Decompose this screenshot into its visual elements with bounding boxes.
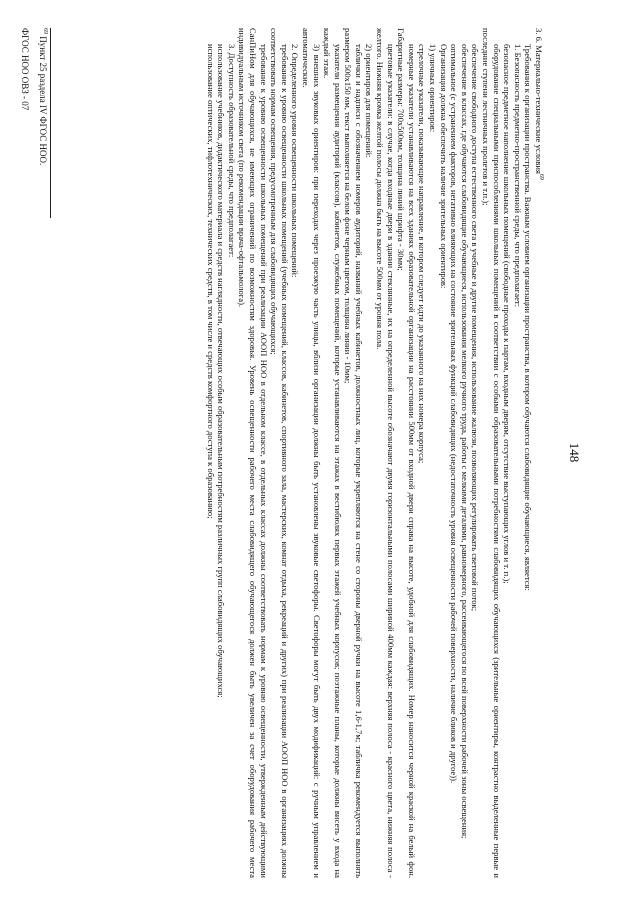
heading-footnote-ref: 69 (537, 173, 544, 180)
paragraph: 1) уличных ориентиров: (428, 44, 439, 133)
footnote-ref: 69 (42, 28, 48, 34)
page-number: 148 (567, 442, 582, 463)
paragraph: таблички и надписи с обозначением номеров аудиторий, названий учебных кабинетов, должностных лиц, которые укрепляются на стене со стороны дверной ручки на высоте 1,6-1,7м; табличка рекомендуется выполнять размером 500х150 мм, текст выполняется на белом фоне черным цветом, толщина линии - 10мм; (343, 28, 364, 878)
paragraph: требование к уровню освещенности школьных помещений при реализации АООП НОО в отдельном классе, в отдельных классах должны соответствовать нормам к уровню освещенности, утвержденным действующими СанПиНом для обучающихся, не имеющих ограничений по возможностям здоровья. Уровень освещенности рабочего места слабовидящего обучающегося должен быть увеличен за счет оборудования рабочего места индивидуальным источником света (по рекомендации врача-офтальмолога). (237, 28, 269, 878)
paragraph: Требования к организации пространства. Важным условием организации пространства, в котором обучаются слабовидящие обучающиеся, является: (523, 44, 534, 591)
document-footer: ФГОС НОО ОВЗ - 07 (20, 28, 30, 111)
paragraph: 2. Определенного уровня освещенности школьных помещений: (290, 44, 301, 278)
footnote-divider (50, 28, 51, 218)
paragraph: использование учебников, дидактического материала и средств наглядности, отвечающих особым образовательным потребностям различных групп слабовидящих обучающихся; (216, 44, 227, 698)
paragraph: безопасное предметное наполнение школьных помещений (свободные проходы к партам, входным дверям, отсутствие выступающих углов и т. п.); (502, 44, 513, 584)
paragraph: оборудование специальными приспособлениями школьных помещений в соответствии с особыми образовательными потребностями слабовидящих обучающихся (зрительные ориентиры, контрастно выделенные первые и последние ступени лестничных пролетов и т.п.); (481, 28, 502, 878)
paragraph: 3) внешних звуковых ориентиров: при переходах через проезжую часть улицы, вблизи организации должны быть установлены звуковые светофоры. Светофоры могут быть двух модификаций: с ручным управлением и автоматические. (300, 28, 322, 878)
paragraph: указатели размещения аудиторий (классов), кабинетов, служебных помещений, которые устанавливаются на этажах в вестибюлях первых этажей учебных корпусов; поэтажные планы, которые должны висеть у входа на каждый этаж. (322, 28, 343, 878)
paragraph: использование оптических, тифлотехнических, технических средств, в том числе и средств комфортного доступа к образованию; (205, 44, 216, 519)
paragraph: цветовые указатели: в случае, когда входные двери в здании стеклянные, их на определенной высоте обозначают двумя горизонтальными полосами шириной 400мм каждая: верхняя полоса - красного цвета, нижняя полоса - желтого. Нижняя кромка желтой полосы должна быть на высоте 500мм от уровня пола. (375, 28, 396, 878)
paragraph: 2) ориентиров для помещений: (364, 44, 375, 158)
paragraph: 3. Доступность образовательной среды, что предполагает: (226, 44, 237, 258)
section-heading (533, 28, 544, 878)
paragraph: стрелочные указатели, показывающие направление, в котором следует идти до указанного на них номера корпуса; (417, 44, 428, 464)
paragraph: обеспечение свободного доступа естественного света в учебные и другие помещения, использование жалюзи, позволяющих регулировать световой поток; (470, 44, 481, 612)
paragraph: требование к уровню освещенности школьных помещений (учебных помещений, классов, кабинетов, спортивного зала, мастерских, комнат отдыха, рекреаций и других) при реализации АООП НОО в организациях должны соответствовать нормам освещения, предусмотренным для слабовидящих обучающихся; (269, 28, 290, 878)
paragraph: 1. Безопасность предметно-пространственной среды, что предполагает: (512, 44, 523, 308)
footnote-text: Пункт 25 раздела IV ФГОС НОО. (38, 36, 48, 166)
paragraph: оптимальное (с устранением факторов, негативно влияющих на состояние зрительных функций слабовидящих (недостаточность уровня освещенности рабочей поверхности, наличие бликов и другое)). (449, 44, 460, 784)
body-text (205, 28, 544, 878)
paragraph: номерные указатели устанавливаются на всех зданиях образовательной организации на расстоянии 500мм от входной двери справа на высоте, удобной для слабовидящих. Номер наносится черной краской на белый фон. Габаритные размеры: 700х500мм, толщина линий шрифта - 30мм; (396, 28, 417, 878)
paragraph: Организация должна обеспечить наличие зрительных ориентиров: (438, 44, 449, 289)
footnote (37, 28, 48, 628)
paragraph: обеспечение в классах, где обучаются слабовидящие обучающиеся, использования мелкого ручного труда, работы с мелкими деталями, равномерного, рассеивающегося по всей поверхности рабочей зоны освещения; (459, 44, 470, 839)
section-heading-text: 3. 6. Материально-технические условия (534, 28, 544, 174)
